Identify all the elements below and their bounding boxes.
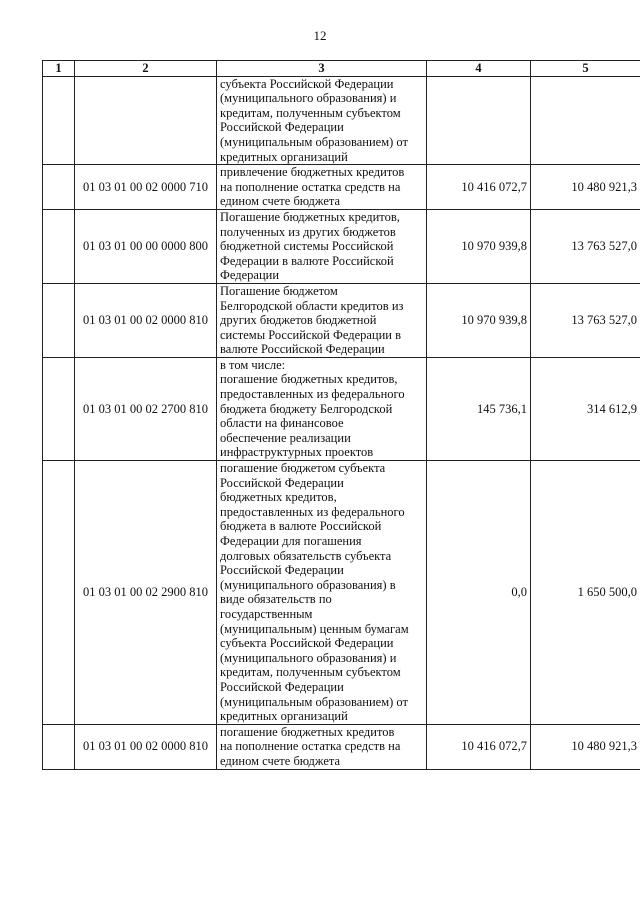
description-line: обеспечение реализации [220, 430, 351, 445]
description-line: в том числе: [220, 357, 286, 372]
amount-column-5-cell [531, 76, 640, 165]
description-cell [217, 724, 427, 769]
table-row [43, 283, 640, 357]
description-line: бюджета бюджету Белгородской [220, 401, 393, 416]
amount-column-4-cell [427, 76, 531, 165]
row-number-cell [43, 724, 75, 769]
description-line: погашение бюджетом субъекта [220, 461, 386, 476]
description-line: бюджетных кредитов, [220, 490, 337, 505]
description-line: (муниципальным образованием) от [220, 134, 408, 149]
table-body [43, 76, 640, 769]
budget-code-cell [75, 76, 217, 165]
row-number-cell [43, 461, 75, 725]
budget-code-cell: 01 03 01 00 02 0000 710 [75, 165, 217, 210]
description-line: Федерации [220, 268, 280, 283]
description-line: погашение бюджетных кредитов, [220, 372, 398, 387]
description-line: на пополнение остатка средств на [220, 739, 401, 754]
description-line: полученных из других бюджетов [220, 224, 396, 239]
description-cell [217, 461, 427, 725]
description-line: Федерации для погашения [220, 534, 362, 548]
description-line: субъекта Российской Федерации [220, 76, 394, 91]
row-number-cell [43, 165, 75, 210]
row-number-cell [43, 209, 75, 283]
description-cell [217, 283, 427, 357]
budget-code-cell: 01 03 01 00 02 0000 810 [75, 283, 217, 357]
description-line: (муниципального образования) и [220, 91, 397, 106]
description-line: Погашение бюджетом [220, 283, 338, 298]
description-cell [217, 357, 427, 460]
description-line: привлечение бюджетных кредитов [220, 165, 405, 180]
table-row [43, 357, 640, 460]
description-line: (муниципальным) ценным бумагам [220, 621, 409, 636]
description-line: Российской Федерации [220, 563, 344, 578]
description-line: бюджета в валюте Российской [220, 519, 382, 534]
description-cell [217, 209, 427, 283]
description-line: виде обязательств по [220, 592, 332, 607]
description-line: государственным [220, 606, 313, 621]
table-header-row [43, 61, 640, 77]
description-line: (муниципального образования) и [220, 650, 397, 665]
description-line: долговых обязательств субъекта [220, 548, 392, 563]
amount-column-4-cell: 0,0 [427, 461, 531, 725]
row-number-cell [43, 357, 75, 460]
description-line: кредитам, полученным субъектом [220, 105, 401, 120]
description-line: Российской Федерации [220, 475, 344, 490]
description-line: (муниципальным образованием) от [220, 694, 408, 709]
amount-column-4-cell: 145 736,1 [427, 357, 531, 460]
description-line: бюджетной системы Российской [220, 239, 394, 254]
description-line: инфраструктурных проектов [220, 445, 374, 460]
description-cell [217, 165, 427, 210]
description-line: Российской Федерации [220, 679, 344, 694]
row-number-cell [43, 283, 75, 357]
description-line: субъекта Российской Федерации [220, 636, 394, 651]
column-header-1: 1 [43, 61, 75, 77]
description-line: области на финансовое [220, 416, 344, 431]
amount-column-5-cell: 314 612,9 [531, 357, 640, 460]
budget-code-cell: 01 03 01 00 02 2900 810 [75, 461, 217, 725]
description-line: предоставленных из федерального [220, 504, 405, 519]
description-line: Белгородской области кредитов из [220, 298, 404, 313]
column-header-3: 3 [217, 61, 427, 77]
description-line: валюте Российской Федерации [220, 342, 385, 357]
column-header-4: 4 [427, 61, 531, 77]
description-line: на пополнение остатка средств на [220, 179, 401, 194]
column-header-2: 2 [75, 61, 217, 77]
amount-column-5-cell: 1 650 500,0 [531, 461, 640, 725]
table-row [43, 461, 640, 725]
description-line: Российской Федерации [220, 120, 344, 135]
amount-column-4-cell: 10 970 939,8 [427, 283, 531, 357]
amount-column-4-cell: 10 416 072,7 [427, 165, 531, 210]
table-row [43, 724, 640, 769]
budget-sources-table [42, 60, 640, 770]
amount-column-5-cell: 10 480 921,3 [531, 165, 640, 210]
description-line: Погашение бюджетных кредитов, [220, 209, 400, 224]
row-number-cell [43, 76, 75, 165]
table-row [43, 209, 640, 283]
budget-code-cell: 01 03 01 00 02 2700 810 [75, 357, 217, 460]
description-line: системы Российской Федерации в [220, 327, 402, 342]
description-line: кредитам, полученным субъектом [220, 665, 401, 680]
description-line: погашение бюджетных кредитов [220, 724, 395, 739]
amount-column-5-cell: 13 763 527,0 [531, 209, 640, 283]
description-line: других бюджетов бюджетной [220, 313, 377, 328]
description-line: едином счете бюджета [220, 753, 341, 768]
description-line: предоставленных из федерального [220, 387, 405, 402]
table-row [43, 165, 640, 210]
column-header-5: 5 [531, 61, 640, 77]
budget-code-cell: 01 03 01 00 00 0000 800 [75, 209, 217, 283]
page-number: 12 [313, 28, 327, 43]
table-row [43, 76, 640, 165]
amount-column-5-cell: 10 480 921,3 [531, 724, 640, 769]
description-line: кредитных организаций [220, 709, 348, 724]
description-line: едином счете бюджета [220, 194, 341, 209]
amount-column-4-cell: 10 416 072,7 [427, 724, 531, 769]
budget-code-cell: 01 03 01 00 02 0000 810 [75, 724, 217, 769]
description-line: Федерации в валюте Российской [220, 253, 394, 268]
amount-column-5-cell: 13 763 527,0 [531, 283, 640, 357]
amount-column-4-cell: 10 970 939,8 [427, 209, 531, 283]
description-cell [217, 76, 427, 165]
description-line: кредитных организаций [220, 149, 348, 164]
description-line: (муниципального образования) в [220, 577, 396, 592]
